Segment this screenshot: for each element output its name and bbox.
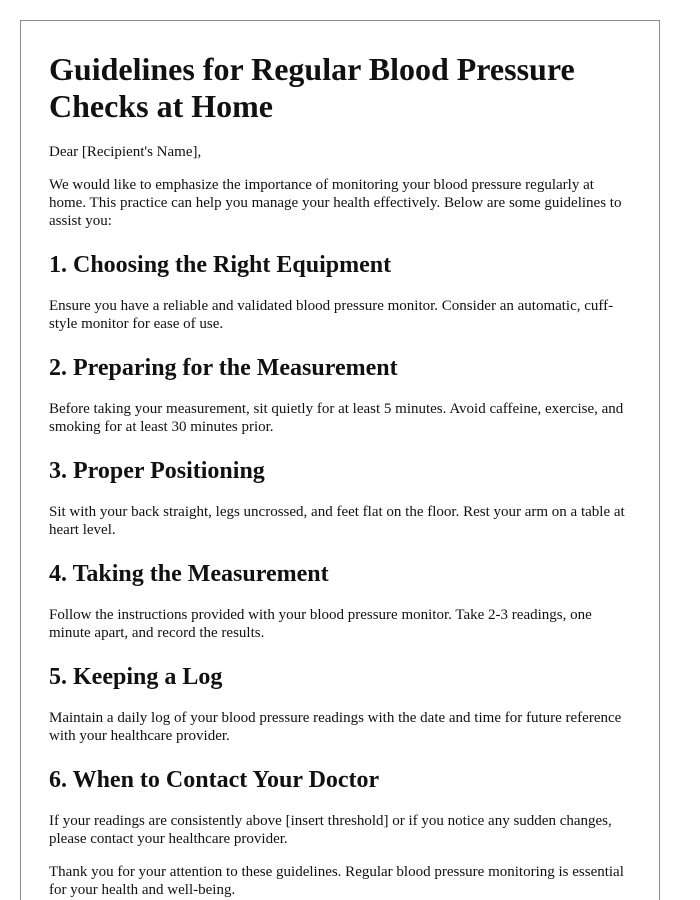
intro-paragraph: We would like to emphasize the importance of monitoring your blood pressure regularly at home. This practice can help you manage your health effectively. Below are some guidelines to assist you:: [49, 177, 622, 229]
letter-page: [20, 20, 660, 900]
section-heading-positioning: 3. Proper Positioning: [49, 458, 265, 484]
section-body-measurement: Follow the instructions provided with your blood pressure monitor. Take 2-3 readings, one minute apart, and record the results.: [49, 607, 592, 641]
section-heading-log: 5. Keeping a Log: [49, 664, 223, 690]
section-heading-measurement: 4. Taking the Measurement: [49, 561, 329, 587]
section-heading-doctor: 6. When to Contact Your Doctor: [49, 767, 380, 793]
section-body-doctor: If your readings are consistently above [insert threshold] or if you notice any sudden changes, please contact your healthcare provider.: [49, 813, 612, 847]
closing-paragraph: Thank you for your attention to these guidelines. Regular blood pressure monitoring is essential for your health and well-being.: [49, 864, 624, 898]
section-body-equipment: Ensure you have a reliable and validated blood pressure monitor. Consider an automatic, cuff-style monitor for ease of use.: [49, 298, 614, 332]
greeting-text: Dear [Recipient's Name],: [49, 144, 202, 160]
section-body-log: Maintain a daily log of your blood pressure readings with the date and time for future reference with your healthcare provider.: [49, 710, 622, 744]
document-title: Guidelines for Regular Blood Pressure Checks at Home: [49, 51, 575, 124]
section-body-preparing: Before taking your measurement, sit quietly for at least 5 minutes. Avoid caffeine, exercise, and smoking for at least 30 minutes prior.: [49, 401, 624, 435]
section-heading-preparing: 2. Preparing for the Measurement: [49, 355, 398, 381]
section-body-positioning: Sit with your back straight, legs uncrossed, and feet flat on the floor. Rest your arm on a table at heart level.: [49, 504, 625, 538]
section-heading-equipment: 1. Choosing the Right Equipment: [49, 252, 392, 278]
